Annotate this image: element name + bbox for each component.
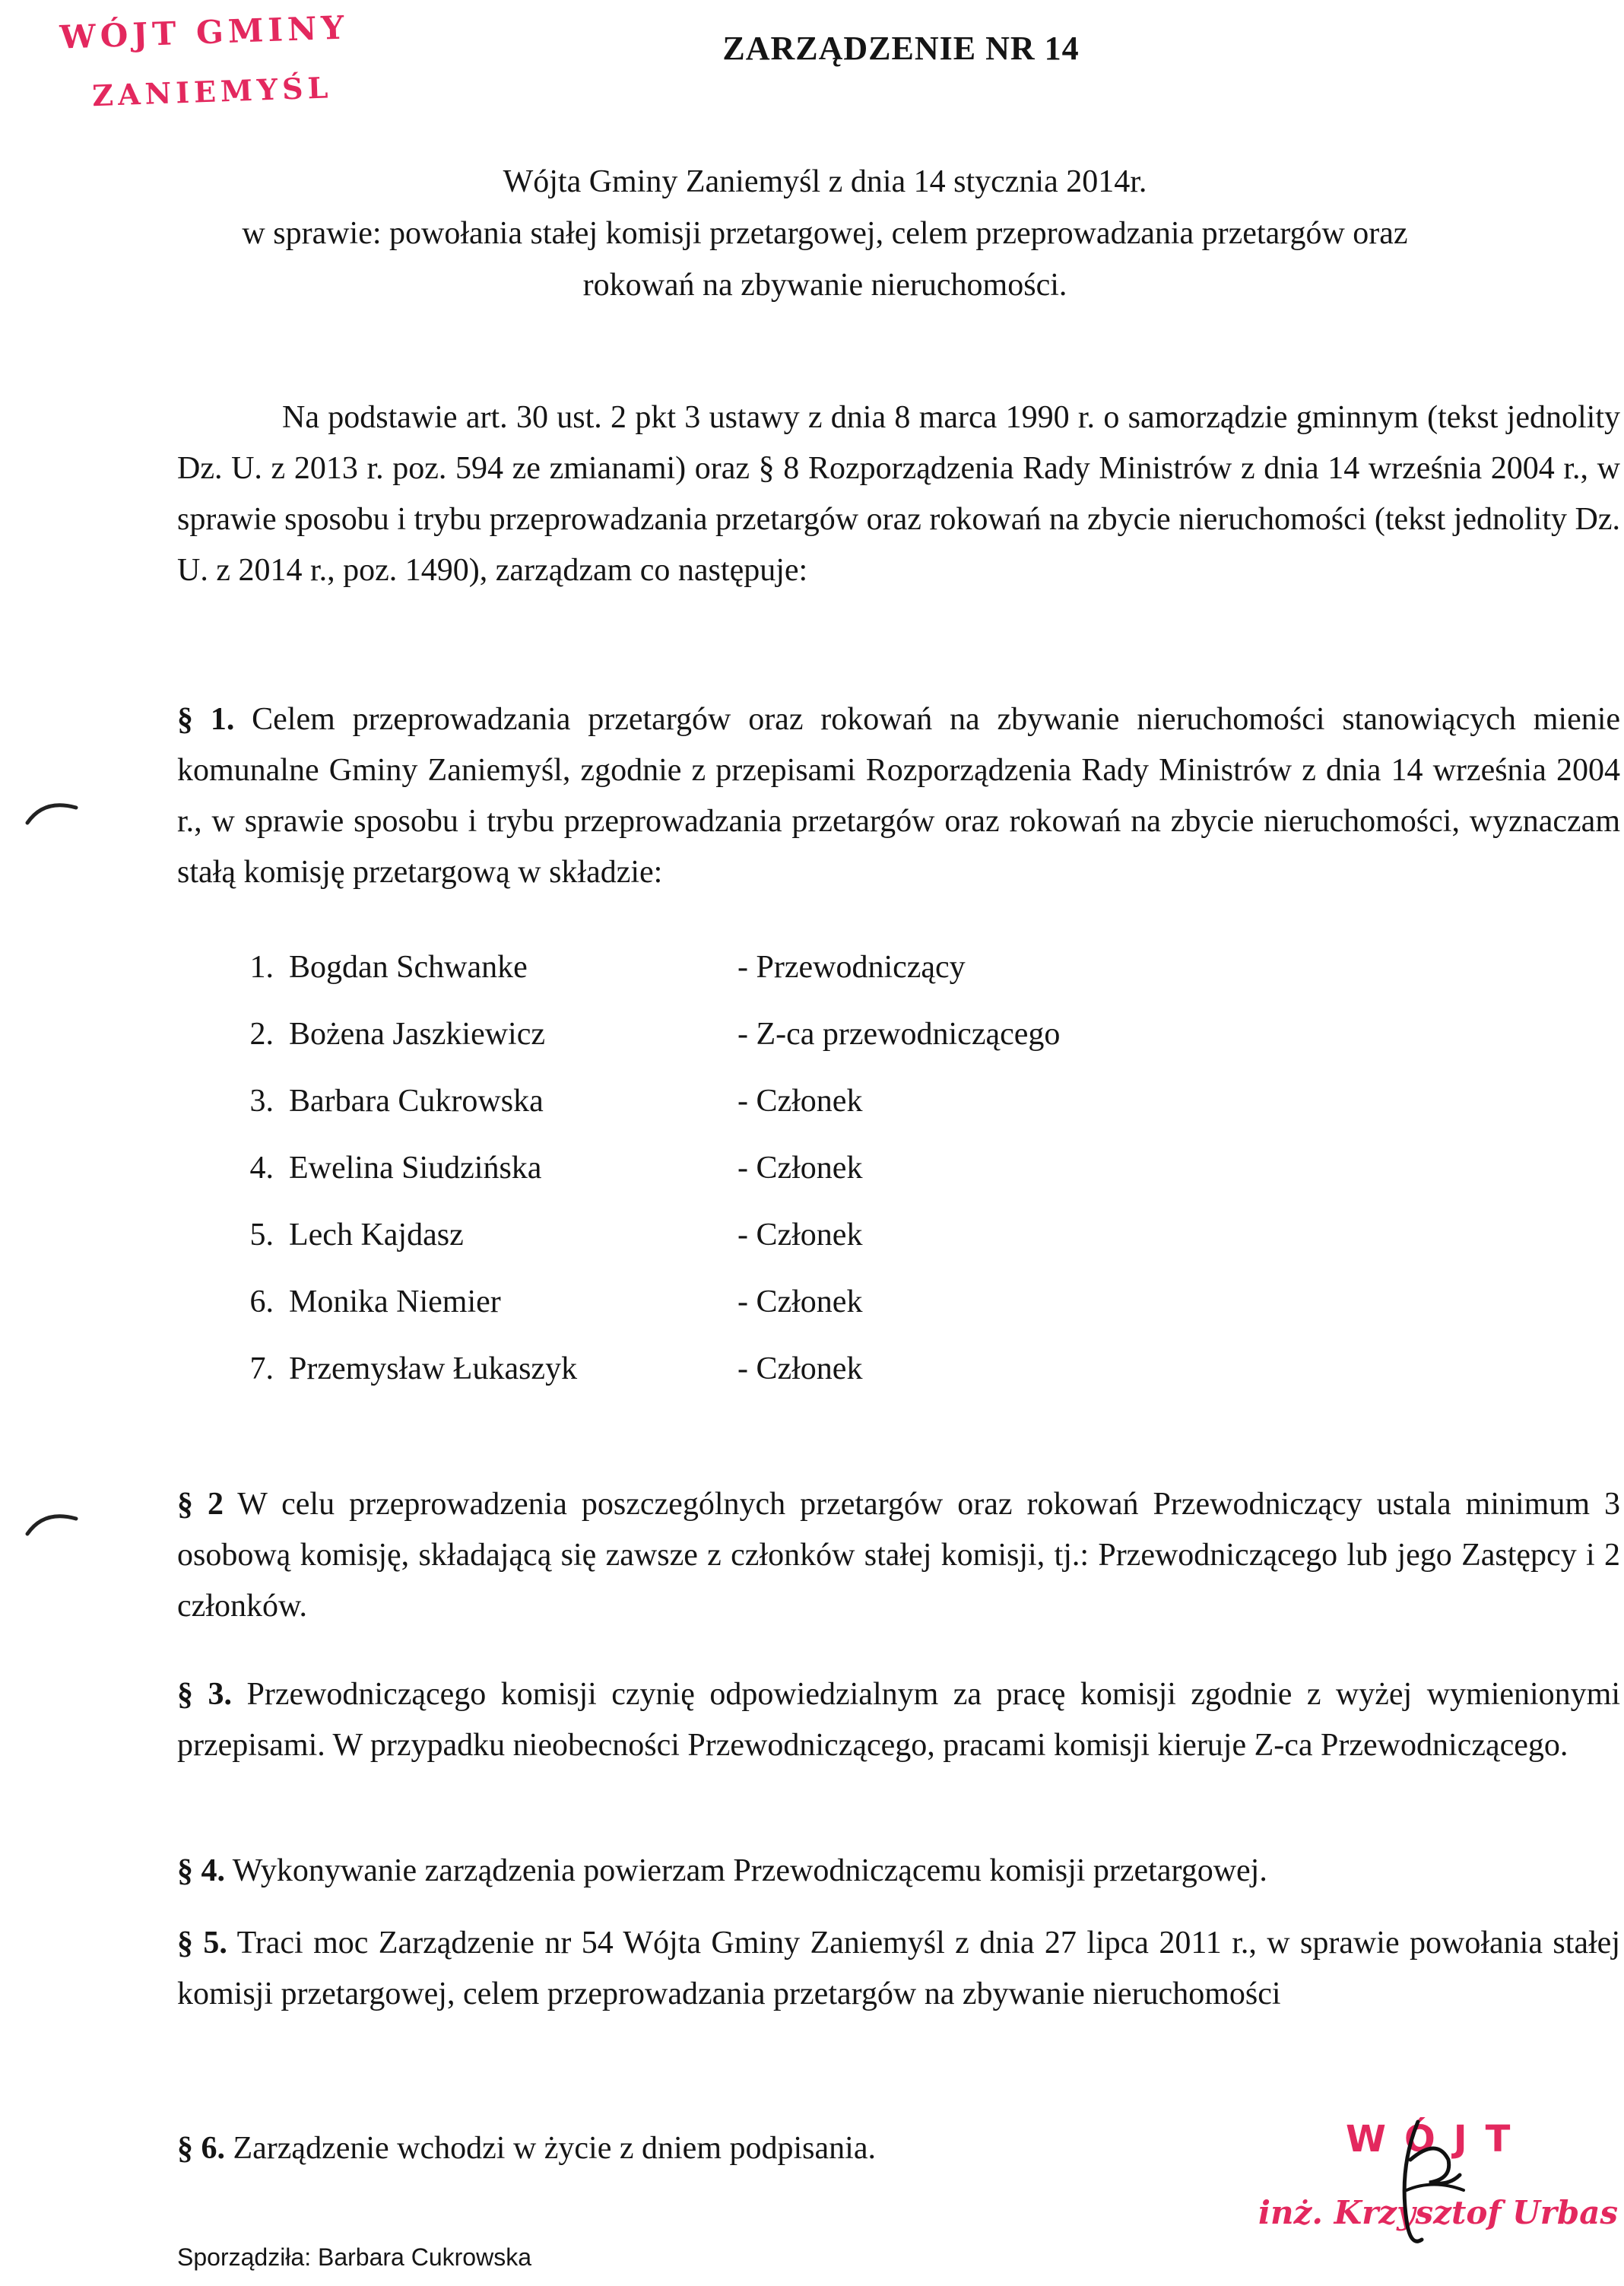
section-1: [177, 694, 1620, 898]
section-text: Celem przeprowadzania przetargów oraz rokowań na zbywanie nieruchomości stanowiących mienie komunalne Gminy Zaniemyśl, zgodnie z przepisami Rozporządzenia Rady Ministrów z dnia 14 września 2004 r., w sprawie sposobu i trybu przeprowadzania przetargów oraz rokowań na zbycie nieruchomości, wyznaczam stałą komisję przetargową w składzie:: [177, 702, 1621, 890]
section-4: [177, 1846, 1620, 1897]
document-title: ZARZĄDZENIE NR 14: [722, 30, 1080, 67]
section-text: Traci moc Zarządzenie nr 54 Wójta Gminy Zaniemyśl z dnia 27 lipca 2011 r., w sprawie powołania stałej komisji przetargowej, celem przeprowadzania przetargów na zbywanie nieruchomości: [177, 1926, 1620, 2011]
member-role: - Członek: [737, 1084, 863, 1119]
member-role: - Członek: [737, 1351, 863, 1386]
list-item: [228, 1217, 1293, 1278]
member-number: 2.: [249, 1017, 274, 1052]
signer-name: inż. Krzysztof Urbas: [1258, 2194, 1619, 2231]
subtitle-line-3: rokowań na zbywanie nieruchomości.: [582, 268, 1067, 303]
punch-hole-mark: [21, 791, 82, 837]
section-marker: § 3.: [177, 1677, 232, 1712]
member-role: - Członek: [737, 1218, 863, 1253]
section-5: [177, 1918, 1620, 2020]
list-item: [228, 949, 1293, 1010]
document-subtitle: [152, 156, 1498, 311]
section-marker: § 5.: [177, 1926, 227, 1961]
member-role: - Przewodniczący: [737, 950, 966, 985]
wojt-stamp-title: WÓJT: [1346, 2118, 1529, 2161]
member-role: - Członek: [737, 1151, 863, 1186]
member-role: - Członek: [737, 1284, 863, 1319]
section-6: [177, 2123, 1318, 2174]
member-number: 6.: [249, 1284, 274, 1319]
office-stamp-top: [44, 2, 367, 128]
section-text: Wykonywanie zarządzenia powierzam Przewodniczącemu komisji przetargowej.: [232, 1853, 1267, 1888]
list-item: [228, 1351, 1293, 1411]
punch-hole-mark: [21, 1502, 82, 1548]
member-name: Barbara Cukrowska: [289, 1084, 544, 1119]
section-2: [177, 1479, 1620, 1632]
member-name: Bożena Jaszkiewicz: [289, 1017, 546, 1052]
section-text: W celu przeprowadzenia poszczególnych przetargów oraz rokowań Przewodniczący ustala minimum 3 osobową komisję, składającą się zawsze z członków stałej komisji, tj.: Przewodniczącego lub jego Zastępcy i 2 członków.: [177, 1487, 1620, 1624]
handwritten-signature: [1376, 2107, 1475, 2251]
section-marker: § 2: [177, 1487, 224, 1522]
section-marker: § 1.: [177, 702, 235, 737]
preamble-paragraph: Na podstawie art. 30 ust. 2 pkt 3 ustawy z dnia 8 marca 1990 r. o samorządzie gminnym (tekst jednolity Dz. U. z 2013 r. poz. 594 ze zmianami) oraz § 8 Rozporządzenia Rady Ministrów z dnia 14 września 2004 r., w sprawie sposobu i trybu przeprowadzania przetargów oraz rokowań na zbycie nieruchomości (tekst jednolity Dz. U. z 2014 r., poz. 1490), zarządzam co następuje:: [177, 400, 1620, 588]
section-marker: § 6.: [177, 2131, 225, 2166]
section-text: Przewodniczącego komisji czynię odpowiedzialnym za pracę komisji zgodnie z wyżej wymienionymi przepisami. W przypadku nieobecności Przewodniczącego, pracami komisji kieruje Z-ca Przewodniczącego.: [177, 1677, 1621, 1763]
section-text: Zarządzenie wchodzi w życie z dniem podpisania.: [233, 2131, 876, 2166]
list-item: [228, 1016, 1293, 1077]
section-marker: § 4.: [177, 1853, 225, 1888]
member-name: Lech Kajdasz: [289, 1218, 464, 1253]
member-role: - Z-ca przewodniczącego: [737, 1017, 1061, 1052]
list-item: [228, 1150, 1293, 1211]
member-name: Przemysław Łukaszyk: [289, 1351, 578, 1386]
member-name: Bogdan Schwanke: [289, 950, 528, 985]
member-number: 3.: [249, 1084, 274, 1119]
section-3: [177, 1669, 1620, 1771]
subtitle-line-2: w sprawie: powołania stałej komisji przetargowej, celem przeprowadzania przetargów oraz: [242, 216, 1408, 251]
prepared-by-footer: Sporządziła: Barbara Cukrowska: [177, 2243, 531, 2271]
list-item: [228, 1083, 1293, 1144]
stamp-line-2: ZANIEMYŚL: [91, 70, 333, 113]
member-number: 1.: [249, 950, 274, 985]
list-item: [228, 1284, 1293, 1345]
member-name: Ewelina Siudzińska: [289, 1151, 542, 1186]
subtitle-line-1: Wójta Gminy Zaniemyśl z dnia 14 stycznia 2014r.: [503, 164, 1147, 199]
member-name: Monika Niemier: [289, 1284, 501, 1319]
member-number: 7.: [249, 1351, 274, 1386]
stamp-line-1: WÓJT GMINY: [59, 8, 350, 56]
member-number: 4.: [249, 1151, 274, 1186]
member-number: 5.: [249, 1218, 274, 1253]
